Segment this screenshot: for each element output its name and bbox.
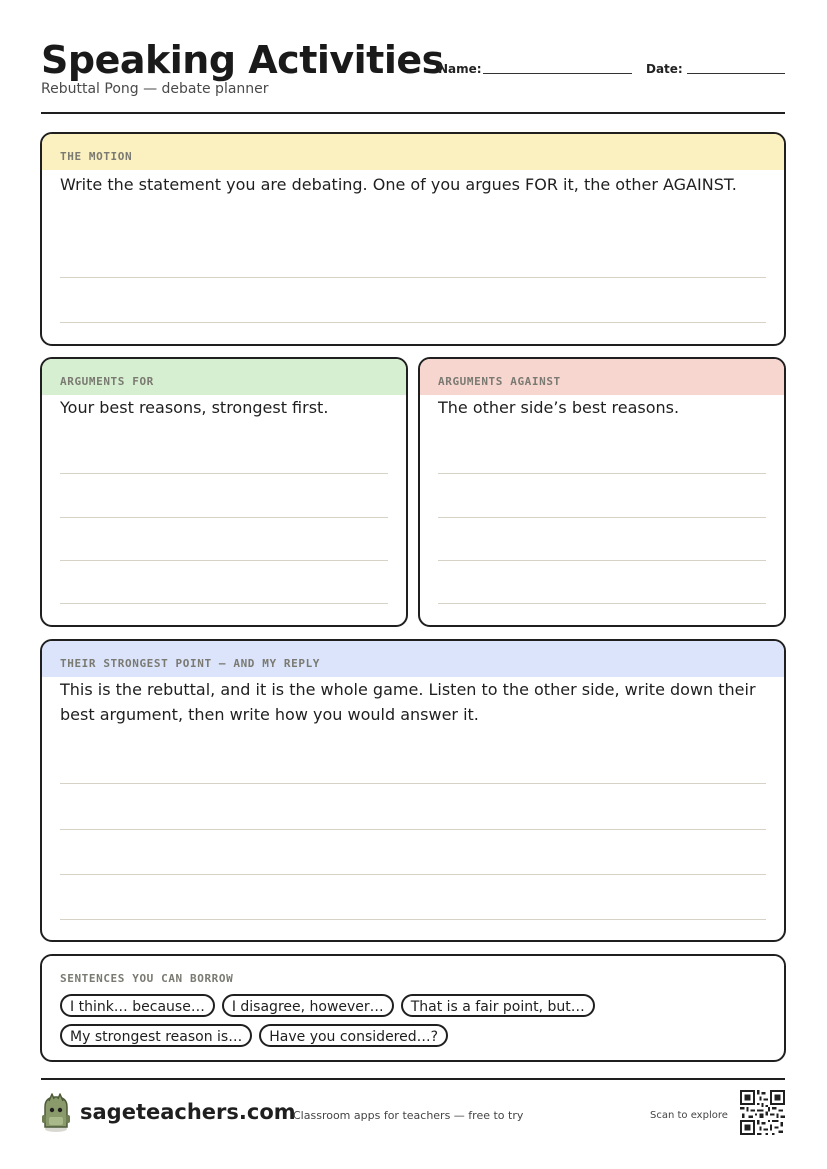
writing-line[interactable] (60, 874, 766, 875)
motion-instruction: Write the statement you are debating. One of you argues FOR it, the other AGAINST. (60, 175, 737, 194)
page-subtitle: Rebuttal Pong — debate planner (41, 81, 269, 97)
writing-line[interactable] (60, 919, 766, 920)
rebuttal-heading: THEIR STRONGEST POINT — AND MY REPLY (42, 641, 784, 677)
arguments-against-card (418, 357, 786, 627)
phrase-bank-card (40, 954, 786, 1062)
phrase-chip: Have you considered…? (259, 1024, 448, 1047)
writing-line[interactable] (60, 473, 388, 474)
name-label: Name: (438, 62, 482, 76)
name-field[interactable] (483, 73, 632, 74)
phrase-chip: I think… because… (60, 994, 215, 1017)
phrase-chip: My strongest reason is… (60, 1024, 252, 1047)
header-divider (41, 112, 785, 114)
arguments-against-instruction: The other side’s best reasons. (438, 398, 680, 417)
footer-tagline: Classroom apps for teachers — free to try (293, 1109, 524, 1122)
sage-mascot-icon (40, 1093, 72, 1133)
scan-label: Scan to explore (650, 1110, 728, 1121)
writing-line[interactable] (60, 517, 388, 518)
writing-line[interactable] (60, 603, 388, 604)
writing-line[interactable] (60, 829, 766, 830)
motion-heading: THE MOTION (42, 134, 784, 170)
phrase-chip: That is a fair point, but… (401, 994, 595, 1017)
date-label: Date: (646, 62, 683, 76)
qr-code-icon[interactable] (740, 1090, 785, 1135)
page-title: Speaking Activities (41, 38, 444, 82)
arguments-for-heading: ARGUMENTS FOR (42, 359, 406, 395)
writing-line[interactable] (438, 473, 766, 474)
writing-line[interactable] (438, 603, 766, 604)
writing-line[interactable] (438, 560, 766, 561)
writing-line[interactable] (60, 322, 766, 323)
writing-line[interactable] (60, 783, 766, 784)
date-field[interactable] (687, 73, 785, 74)
phrase-chip: I disagree, however… (222, 994, 394, 1017)
rebuttal-card (40, 639, 786, 942)
rebuttal-instruction: This is the rebuttal, and it is the whole game. Listen to the other side, write down their best argument, then write how you would answer it. (60, 680, 756, 724)
brand-link[interactable]: sageteachers.com (80, 1100, 296, 1124)
footer-divider (41, 1078, 785, 1080)
writing-line[interactable] (438, 517, 766, 518)
arguments-for-instruction: Your best reasons, strongest first. (60, 398, 329, 417)
writing-line[interactable] (60, 277, 766, 278)
arguments-against-heading: ARGUMENTS AGAINST (420, 359, 784, 395)
writing-line[interactable] (60, 560, 388, 561)
arguments-for-card (40, 357, 408, 627)
motion-card (40, 132, 786, 346)
phrase-bank-heading: SENTENCES YOU CAN BORROW (42, 956, 784, 992)
